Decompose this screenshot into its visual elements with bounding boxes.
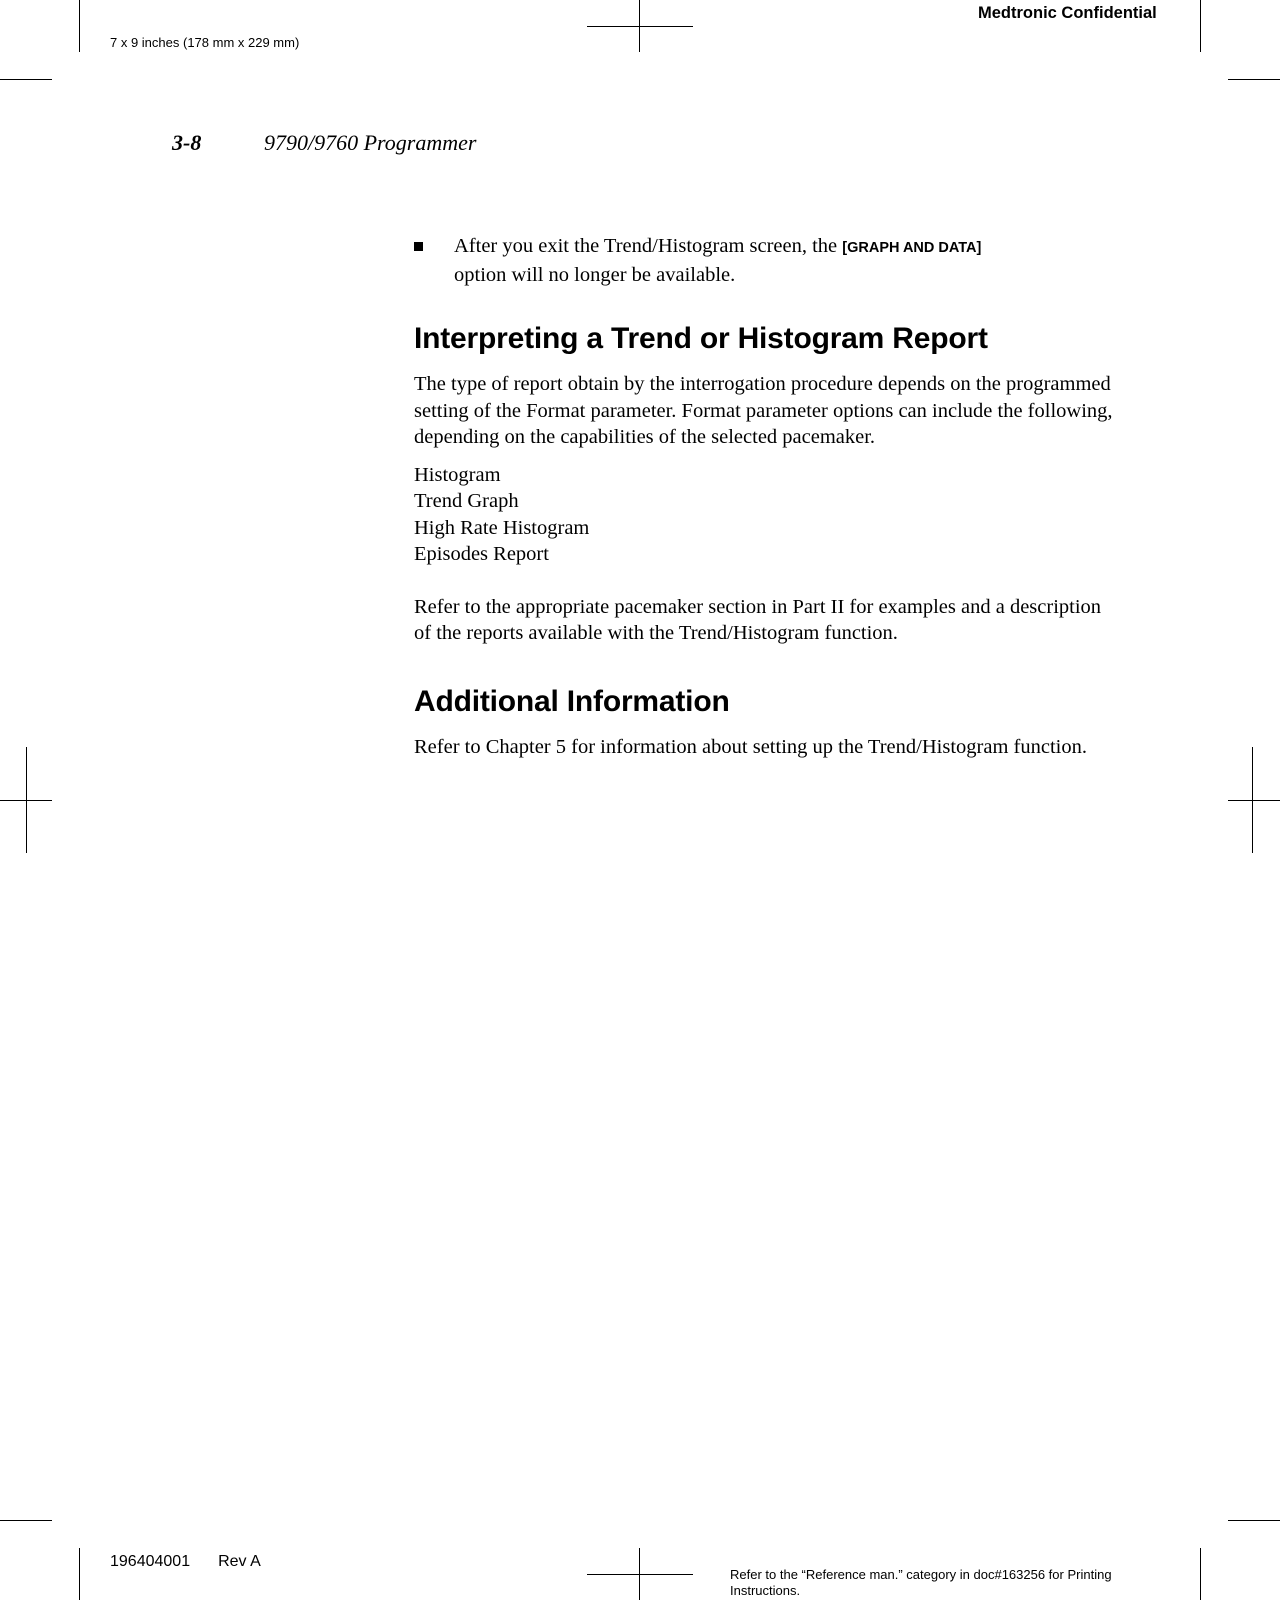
crop-mark <box>0 79 52 80</box>
list-item: Episodes Report <box>414 543 549 565</box>
square-bullet-icon <box>414 242 423 251</box>
crop-mark <box>79 0 80 52</box>
list-item: Trend Graph <box>414 490 519 512</box>
list-item: High Rate Histogram <box>414 516 590 539</box>
crop-mark <box>1200 1548 1201 1600</box>
bullet-text: After you exit the Trend/Histogram screen, the <box>454 235 843 257</box>
doc-number: 196404001 <box>110 1553 191 1570</box>
footer-doc-info <box>110 1553 261 1571</box>
crop-mark <box>0 1520 52 1521</box>
format-options-list <box>414 462 1114 568</box>
list-item: Histogram <box>414 463 501 486</box>
printing-note: Refer to the “Reference man.” category in doc#163256 for Printing Instructions. <box>730 1567 1112 1598</box>
bullet-text-continued: option will no longer be available. <box>454 263 736 286</box>
section-heading: Additional Information <box>414 684 730 718</box>
registration-mark <box>1228 800 1280 801</box>
paragraph: Refer to the appropriate pacemaker section in Part II for examples and a description of the reports available with the Trend/Histogram function. <box>414 595 1102 644</box>
registration-mark <box>587 26 693 27</box>
revision: Rev A <box>218 1553 261 1570</box>
crop-mark <box>1228 79 1280 80</box>
running-title: 9790/9760 Programmer <box>264 130 477 155</box>
registration-mark <box>0 800 52 801</box>
paragraph: The type of report obtain by the interrogation procedure depends on the programmed setting of the Format parameter. Format parameter options can include the following, depending on the capabilities of the selected pacemaker. <box>414 373 1113 448</box>
crop-mark <box>1228 1520 1280 1521</box>
paragraph: Refer to Chapter 5 for information about setting up the Trend/Histogram function. <box>414 735 1087 758</box>
bullet-item <box>414 233 1114 288</box>
main-content <box>414 233 1114 760</box>
page-number: 3-8 <box>172 130 202 155</box>
registration-mark <box>587 1574 693 1575</box>
section-heading: Interpreting a Trend or Histogram Report <box>414 322 988 355</box>
confidential-label: Medtronic Confidential <box>978 4 1157 22</box>
trim-size-label: 7 x 9 inches (178 mm x 229 mm) <box>110 35 300 50</box>
key-label: [GRAPH AND DATA] <box>842 240 982 256</box>
crop-mark <box>79 1548 80 1600</box>
crop-mark <box>1200 0 1201 52</box>
